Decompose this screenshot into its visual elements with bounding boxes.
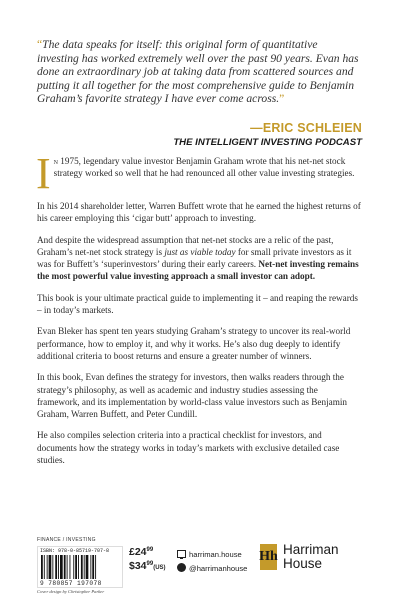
price-us [129,560,166,572]
cover-design-credit: Cover design by Christopher Parker [37,589,105,594]
quote-author: —ERIC SCHLEIEN [250,121,362,135]
open-quote-mark: “ [37,38,43,51]
paragraph-3-emphasis: just as viable today [164,246,236,257]
quote-text: The data speaks for itself: this original form of quantitative investing has worked extremely well over the past 90 years. Evan has done an extraordinary job at taking data from scattered sources and putting it all together for the most comprehensive guide to Benjamin Graham’s favorite strategy I have ever come across. [37,38,359,106]
barcode-icon [40,555,118,579]
paragraph-6: In this book, Evan defines the strategy for investors, then walks readers through the strategy’s philosophy, as well as academic and industry studies assessing the framework, and its implementation by world-class value investors such as Benjamin Graham, Warren Buffett, and Peter Cundill. [37,372,348,420]
endorsement-quote [37,38,359,106]
paragraph-2: In his 2014 shareholder letter, Warren Buffett wrote that he earned the highest returns of his career employing this ‘cigar butt’ approach to investing. [37,201,361,224]
price-us-main: $34 [129,560,147,572]
isbn-label: ISBN: 978-0-85719-707-8 [40,548,110,554]
close-quote-mark: ” [279,92,285,106]
publisher-logo-name [283,543,363,571]
website-text: harriman.house [189,550,242,559]
publisher-logo-mark: Hh [260,544,277,570]
barcode-number: 9 780857 197078 [40,580,102,587]
blurb-body [36,149,362,475]
paragraph-1-text: legendary value investor Benjamin Graham wrote that his net-net stock strategy worked so well that he had renounced all other value investing strategies. [53,156,355,179]
price-uk-main: £24 [129,546,147,558]
publisher-name-line-2: House [283,556,323,571]
price-uk [129,546,153,558]
paragraph-3-bold: Net-net investing remains the most powerful value investing approach a small investor can adopt. [37,259,359,282]
social-handle: @harrimanhouse [189,564,248,573]
website-icon [177,550,186,558]
paragraph-4: This book is your ultimate practical guide to implementing it – and reaping the rewards – in today’s markets. [37,292,358,316]
quote-publication: THE INTELLIGENT INVESTING PODCAST [173,137,362,148]
paragraph-3-part-a: And despite the widespread assumption that net-net stocks are a relic of the past, Graham’s net-net stock strategy is [37,234,334,257]
publisher-social[interactable] [177,563,247,573]
paragraph-3-part-b: for small private investors as it was for Buffett’s ‘superinvestors’ during their early careers. [37,246,352,270]
publisher-name-line-1: Harriman [283,542,339,557]
paragraph-3 [37,234,362,283]
paragraph-1-lead: n 1975, [53,156,81,166]
twitter-icon [177,563,186,572]
drop-cap: I [36,149,51,198]
book-category: FINANCE / INVESTING [37,537,96,543]
paragraph-7: He also compiles selection criteria into a practical checklist for investors, and documents how the strategy works in today’s markets with exclusive detailed case studies. [37,430,340,466]
price-us-cents: 99 [146,561,154,567]
price-uk-pence: 99 [146,547,154,553]
price-us-tag: (US) [153,565,166,571]
publisher-website[interactable] [177,550,242,559]
paragraph-5: Evan Bleker has spent ten years studying Graham’s strategy to uncover its real-world performance, how to employ it, and why it works. He’s also dug deeply to identify additional criteria to boost returns and ensure a greater number of winners. [37,326,351,361]
paragraph-1 [36,149,362,198]
